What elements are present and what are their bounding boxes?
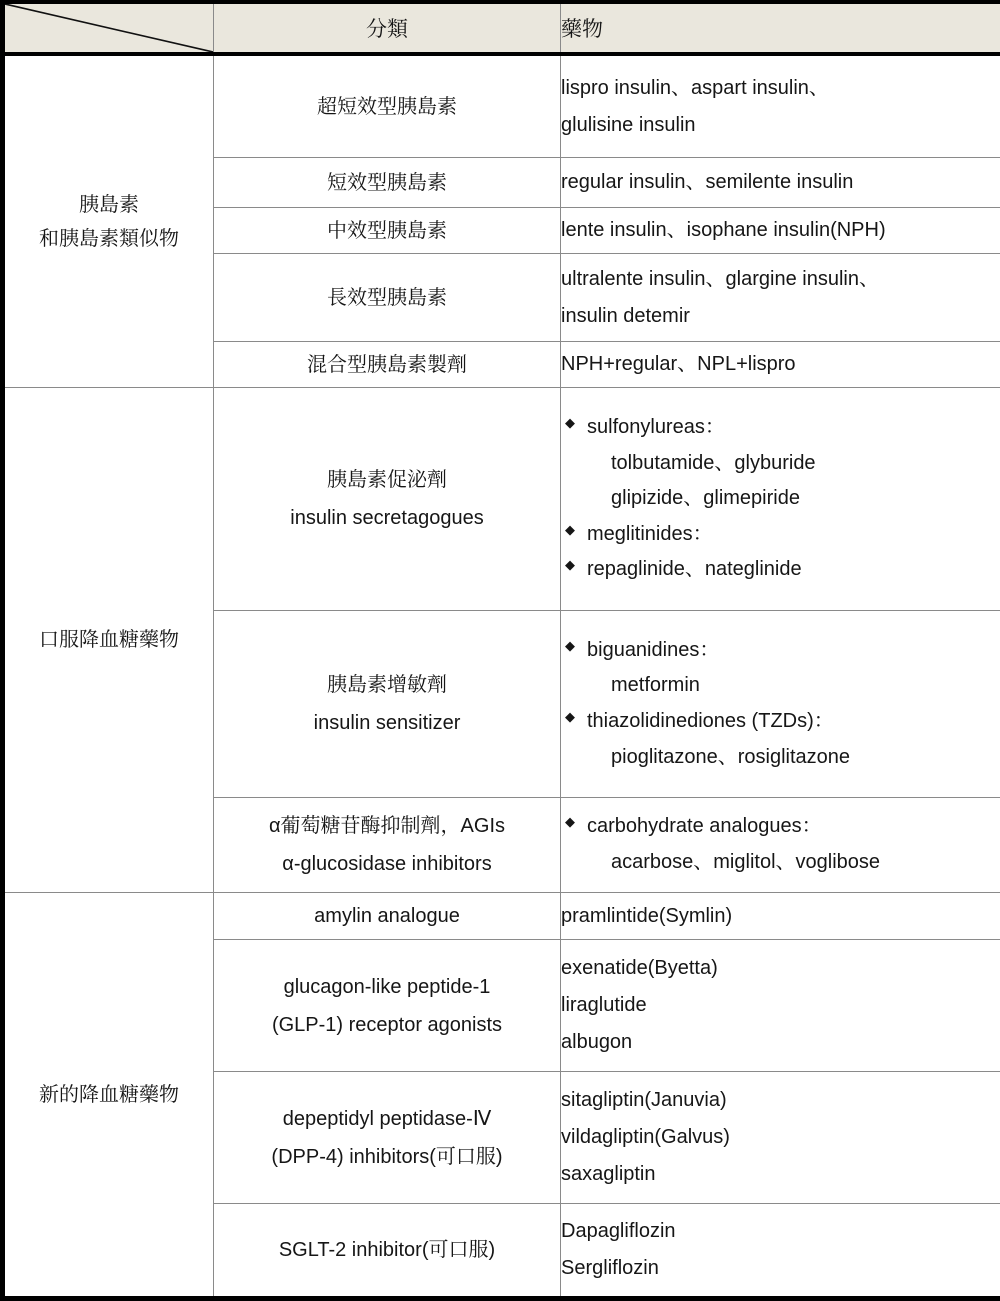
- category-line: 長效型胰島素: [214, 279, 560, 317]
- bullet-item: ◆ sulfonylureas：: [561, 410, 1000, 446]
- drug-line: glulisine insulin: [561, 107, 1000, 144]
- drug-cell-alpha-glucosidase-inhibitors: [561, 798, 1000, 893]
- table-row: [3, 54, 1000, 158]
- drug-line: lente insulin、isophane insulin(NPH): [561, 212, 1000, 249]
- sub-item: acarbose、miglitol、voglibose: [561, 845, 1000, 881]
- category-cell-short-acting: [214, 158, 561, 208]
- category-cell-long-acting: [214, 254, 561, 342]
- drug-line: NPH+regular、NPL+lispro: [561, 346, 1000, 383]
- drug-line: Sergliflozin: [561, 1250, 1000, 1287]
- category-cell-insulin-sensitizer: [214, 611, 561, 798]
- drug-bullet-list: [561, 406, 1000, 592]
- header-corner-cell: [3, 2, 214, 54]
- drug-line: pramlintide(Symlin): [561, 898, 1000, 935]
- sub-item: metformin: [561, 668, 1000, 704]
- category-cell-amylin-analogue: [214, 893, 561, 940]
- section-label-oral-hypoglycemics: [3, 388, 214, 893]
- sub-item: pioglitazone、rosiglitazone: [561, 740, 1000, 776]
- drug-cell-short-acting: [561, 158, 1000, 208]
- bullet-item: ◆ meglitinides：: [561, 517, 1000, 553]
- sub-item: glipizide、glimepiride: [561, 481, 1000, 517]
- category-cell-intermediate-acting: [214, 208, 561, 254]
- header-drug-label: 藥物: [561, 2, 1000, 54]
- drug-line: albugon: [561, 1024, 1000, 1061]
- drug-line: regular insulin、semilente insulin: [561, 164, 1000, 201]
- table-row: [3, 388, 1000, 611]
- category-cell-premixed: [214, 342, 561, 388]
- category-line: 中效型胰島素: [214, 212, 560, 250]
- section-label-new-hypoglycemics: [3, 893, 214, 1299]
- drug-cell-amylin-analogue: [561, 893, 1000, 940]
- drug-cell-glp1-receptor-agonists: [561, 940, 1000, 1072]
- bullet-item: ◆ thiazolidinediones (TZDs)：: [561, 704, 1000, 740]
- category-cell-glp1-receptor-agonists: [214, 940, 561, 1072]
- category-line: 胰島素增敏劑: [214, 666, 560, 704]
- category-line: 短效型胰島素: [214, 164, 560, 202]
- section-label-line: 口服降血糖藥物: [5, 623, 213, 657]
- category-line: amylin analogue: [214, 897, 560, 935]
- drug-bullet-list: [561, 629, 1000, 779]
- drug-line: saxagliptin: [561, 1156, 1000, 1193]
- drug-line: Dapagliflozin: [561, 1213, 1000, 1250]
- drug-cell-sglt2-inhibitor: [561, 1204, 1000, 1299]
- category-line: α-glucosidase inhibitors: [214, 845, 560, 883]
- category-line: (DPP-4) inhibitors(可口服): [214, 1138, 560, 1176]
- drug-bullet-list: [561, 805, 1000, 884]
- table-header-row: [3, 2, 1000, 54]
- category-line: insulin sensitizer: [214, 704, 560, 742]
- drug-line: lispro insulin、aspart insulin、: [561, 70, 1000, 107]
- drug-line: ultralente insulin、glargine insulin、: [561, 261, 1000, 298]
- category-line: depeptidyl peptidase-Ⅳ: [214, 1100, 560, 1138]
- category-line: glucagon-like peptide-1: [214, 968, 560, 1006]
- category-line: (GLP-1) receptor agonists: [214, 1006, 560, 1044]
- drug-line: vildagliptin(Galvus): [561, 1119, 1000, 1156]
- bullet-item: ◆ biguanidines：: [561, 633, 1000, 669]
- section-label-line: 和胰島素類似物: [5, 222, 213, 256]
- category-line: 超短效型胰島素: [214, 88, 560, 126]
- category-line: α葡萄糖苷酶抑制劑，AGIs: [214, 807, 560, 845]
- drug-cell-dpp4-inhibitors: [561, 1072, 1000, 1204]
- diagonal-split-line-icon: [5, 4, 213, 52]
- category-line: insulin secretagogues: [214, 499, 560, 537]
- drug-cell-insulin-sensitizer: [561, 611, 1000, 798]
- sub-item: tolbutamide、glyburide: [561, 446, 1000, 482]
- drug-line: exenatide(Byetta): [561, 950, 1000, 987]
- drug-cell-insulin-secretagogues: [561, 388, 1000, 611]
- category-cell-insulin-secretagogues: [214, 388, 561, 611]
- section-label-line: 胰島素: [5, 188, 213, 222]
- drug-line: sitagliptin(Januvia): [561, 1082, 1000, 1119]
- drug-line: liraglutide: [561, 987, 1000, 1024]
- category-cell-sglt2-inhibitor: [214, 1204, 561, 1299]
- bullet-item: ◆ repaglinide、nateglinide: [561, 552, 1000, 588]
- header-category-label: 分類: [214, 2, 561, 54]
- drug-cell-premixed: [561, 342, 1000, 388]
- section-label-insulin: [3, 54, 214, 388]
- category-line: SGLT-2 inhibitor(可口服): [214, 1231, 560, 1269]
- section-label-line: 新的降血糖藥物: [5, 1078, 213, 1112]
- table-row: [3, 893, 1000, 940]
- bullet-item: ◆ carbohydrate analogues：: [561, 809, 1000, 845]
- drug-cell-ultra-short-acting: [561, 54, 1000, 158]
- drug-line: insulin detemir: [561, 298, 1000, 335]
- category-line: 混合型胰島素製劑: [214, 346, 560, 384]
- category-line: 胰島素促泌劑: [214, 461, 560, 499]
- category-cell-dpp4-inhibitors: [214, 1072, 561, 1204]
- category-cell-alpha-glucosidase-inhibitors: [214, 798, 561, 893]
- drug-cell-intermediate-acting: [561, 208, 1000, 254]
- category-cell-ultra-short-acting: [214, 54, 561, 158]
- drug-cell-long-acting: [561, 254, 1000, 342]
